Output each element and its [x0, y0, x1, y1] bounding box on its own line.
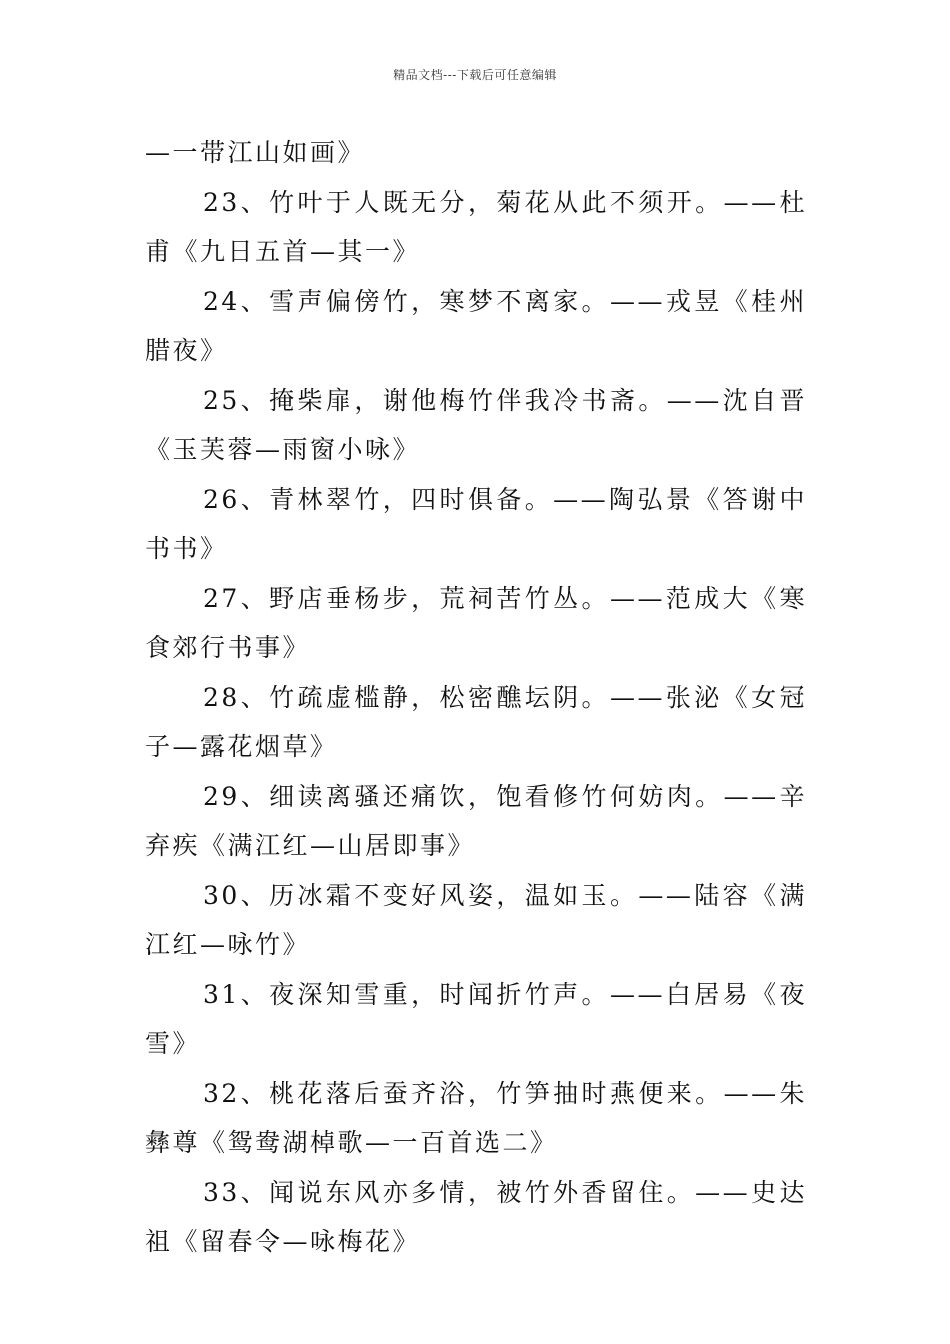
quote-entry-23: 23、竹叶于人既无分，菊花从此不须开。——杜甫《九日五首—其一》 — [145, 187, 807, 266]
page-header: 精品文档---下载后可任意编辑 — [393, 68, 557, 82]
quote-entry-24: 24、雪声偏傍竹，寒梦不离家。——戎昱《桂州腊夜》 — [145, 286, 807, 365]
quote-entry-29: 29、细读离骚还痛饮，饱看修竹何妨肉。——辛弃疾《满江红—山居即事》 — [145, 781, 807, 860]
quote-entry-28: 28、竹疏虚槛静，松密醮坛阴。——张泌《女冠子—露花烟草》 — [145, 682, 807, 761]
quote-entry-27: 27、野店垂杨步，荒祠苦竹丛。——范成大《寒食郊行书事》 — [145, 583, 807, 662]
continuation-line: —一带江山如画》 — [145, 138, 366, 167]
document-body — [145, 128, 807, 1267]
quote-entry-26: 26、青林翠竹，四时俱备。——陶弘景《答谢中书书》 — [145, 484, 807, 563]
quote-entry-33: 33、闻说东风亦多情，被竹外香留住。——史达祖《留春令—咏梅花》 — [145, 1177, 807, 1256]
quote-entry-30: 30、历冰霜不变好风姿，温如玉。——陆容《满江红—咏竹》 — [145, 880, 807, 959]
quote-entry-32: 32、桃花落后蚕齐浴，竹笋抽时燕便来。——朱彝尊《鸳鸯湖棹歌—一百首选二》 — [145, 1078, 807, 1157]
quote-entry-31: 31、夜深知雪重，时闻折竹声。——白居易《夜雪》 — [145, 979, 807, 1058]
quote-entry-25: 25、掩柴扉，谢他梅竹伴我冷书斋。——沈自晋《玉芙蓉—雨窗小咏》 — [145, 385, 807, 464]
